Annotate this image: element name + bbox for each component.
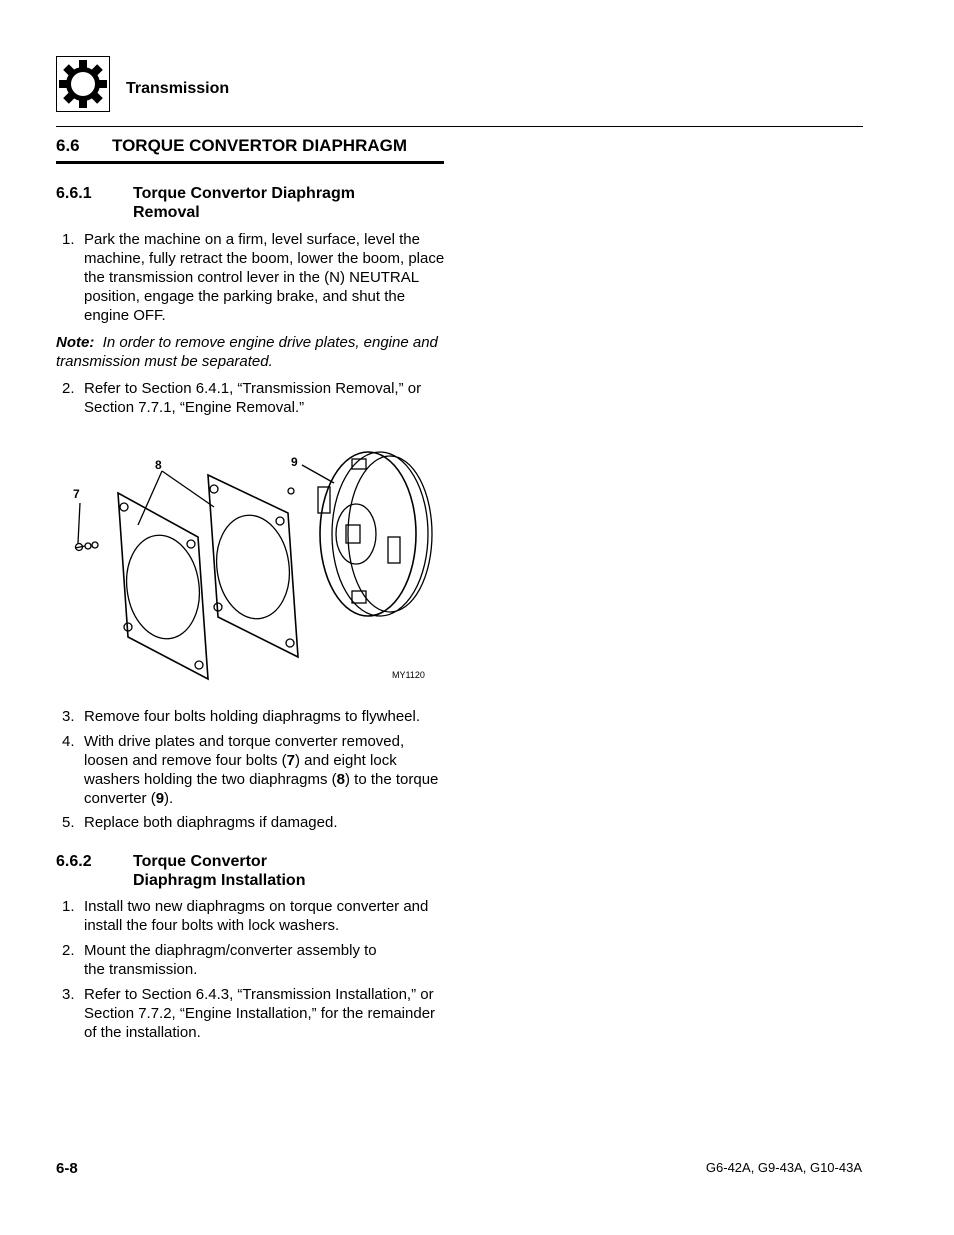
list-item: 2. Refer to Section 6.4.1, “Transmission Removal,” or Section 7.7.1, “Engine Removal.” [62,380,422,416]
list-item: 2. Mount the diaphragm/converter assembly to the transmission. [62,942,377,978]
figure-code: MY1120 [392,670,425,680]
callout-converter: 9 [291,455,298,469]
list-item: 3. Remove four bolts holding diaphragms to flywheel. [62,708,421,725]
header-divider [56,126,863,127]
list-item: 5. Replace both diaphragms if damaged. [62,814,338,831]
gear-logo [56,56,110,112]
list-item: 4. With drive plates and torque converter removed, loosen and remove four bolts (7) and eight lock washers holding the two diaphragms (8) to the torque converter (9). [62,733,439,807]
note-text: In order to remove engine drive plates, engine and transmission must be separated. [56,334,438,370]
page-number: 6-8 [56,1160,78,1177]
section-heading: TORQUE CONVERTOR DIAPHRAGM [112,136,408,155]
section-title [56,136,444,164]
callout-bolt: 7 [73,487,80,501]
callout-diaphragm: 8 [155,458,162,472]
model-numbers: G6-42A, G9-43A, G10-43A [705,1160,862,1175]
subsection-number: 6.6.1 [56,185,92,202]
list-item: 3. Refer to Section 6.4.3, “Transmission Installation,” or Section 7.7.2, “Engine Installation,” for the remainder of the installation. [62,986,436,1041]
subsection-installation-title [56,852,446,892]
list-item: 1. Park the machine on a firm, level surface, level the machine, fully retract the boom, lower the boom, place the transmission control lever in the (N) NEUTRAL position, engage the parking brake, and shut the engine OFF. [62,231,445,324]
exploded-diagram [66,447,446,687]
diaphragm-assembly-illustration [66,447,446,687]
subsection-heading: Torque Convertor Diaphragm Installation [133,853,306,889]
subsection-heading: Torque Convertor Diaphragm Removal [133,185,355,221]
note [56,333,446,371]
note-label: Note: [56,334,95,351]
section-number: 6.6 [56,136,80,155]
gear-icon [58,59,108,109]
header-title: Transmission [126,80,230,97]
list-item: 1. Install two new diaphragms on torque converter and install the four bolts with lock washers. [62,898,429,934]
subsection-removal-title [56,184,446,224]
subsection-number: 6.6.2 [56,853,92,870]
